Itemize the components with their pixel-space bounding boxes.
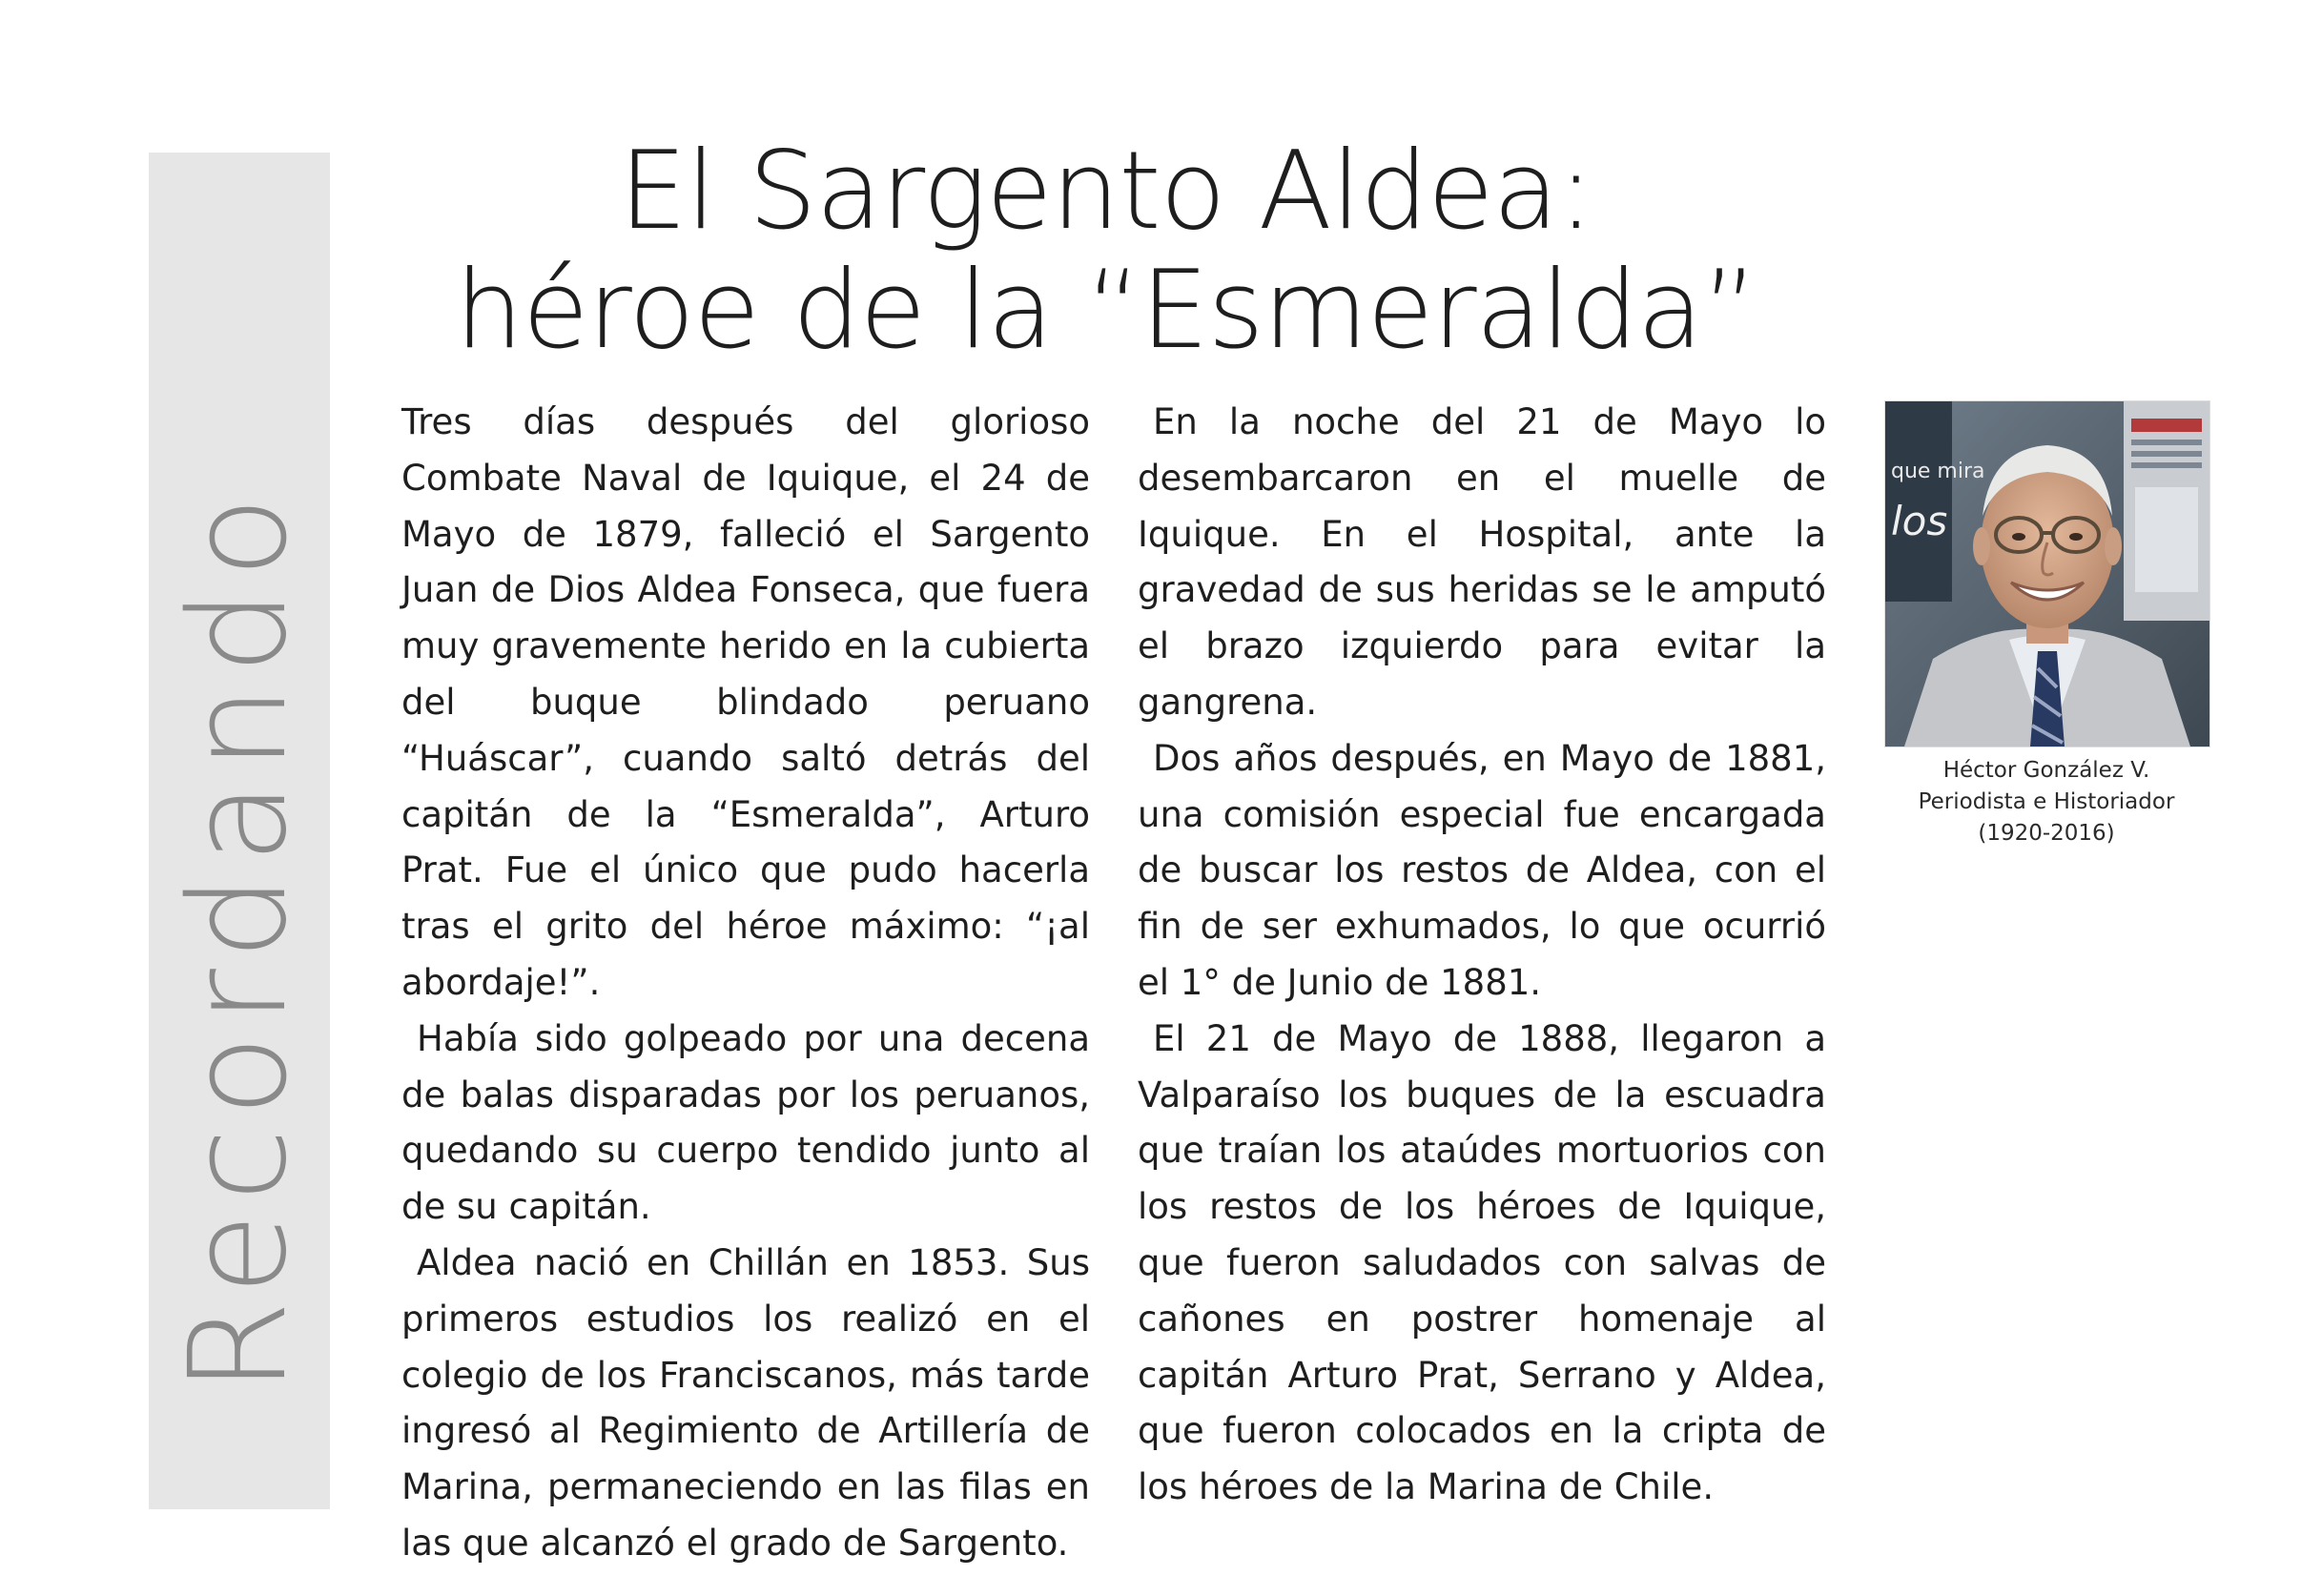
section-label: Recordando	[161, 484, 317, 1394]
paragraph: En la noche del 21 de Mayo lo desembarcaron en el muelle de Iquique. En el Hospital, ante la gravedad de sus heridas se le amputó el brazo izquierdo para evitar la gangrena.	[1138, 401, 1826, 723]
body-column-left	[401, 395, 1090, 1572]
headline	[401, 128, 1812, 373]
author-name: Héctor González V.	[1942, 758, 2150, 783]
author-caption	[1856, 755, 2237, 849]
body-column-right	[1138, 395, 1826, 1516]
author-years: (1920-2016)	[1978, 821, 2115, 846]
headline-line-2: héroe de la “Esmeralda”	[455, 247, 1757, 373]
photo-background-text: los	[1891, 498, 1948, 544]
photo-background-text: que mira	[1891, 460, 1985, 483]
author-photo	[1884, 400, 2210, 747]
author-role: Periodista e Historiador	[1918, 789, 2175, 814]
headline-line-1: El Sargento Aldea:	[619, 128, 1593, 254]
paragraph: Dos años después, en Mayo de 1881, una comisión especial fue encargada de buscar los restos de Aldea, con el fin de ser exhumados, lo que ocurrió el 1° de Junio de 1881.	[1138, 737, 1826, 1003]
paragraph: Aldea nació en Chillán en 1853. Sus primeros estudios los realizó en el colegio de los Franciscanos, más tarde ingresó al Regimiento de Artillería de Marina, permaneciendo en las filas en las que alcanzó el grado de Sargento.	[401, 1241, 1090, 1564]
paragraph: Había sido golpeado por una decena de balas disparadas por los peruanos, quedando su cuerpo tendido junto al de su capitán.	[401, 1017, 1090, 1228]
paragraph: Tres días después del glorioso Combate Naval de Iquique, el 24 de Mayo de 1879, falleció el Sargento Juan de Dios Aldea Fonseca, que fuera muy gravemente herido en la cubierta del buque blindado peruano “Huáscar”, cuando saltó detrás del capitán de la “Esmeralda”, Arturo Prat. Fue el único que pudo hacerla tras el grito del héroe máximo: “¡al abordaje!”.	[401, 401, 1090, 1003]
paragraph: El 21 de Mayo de 1888, llegaron a Valparaíso los buques de la escuadra que traían los ataúdes mortuorios con los restos de los héroes de Iquique, que fueron saludados con salvas de cañones en postrer homenaje al capitán Arturo Prat, Serrano y Aldea, que fueron colocados en la cripta de los héroes de la Marina de Chile.	[1138, 1017, 1826, 1508]
